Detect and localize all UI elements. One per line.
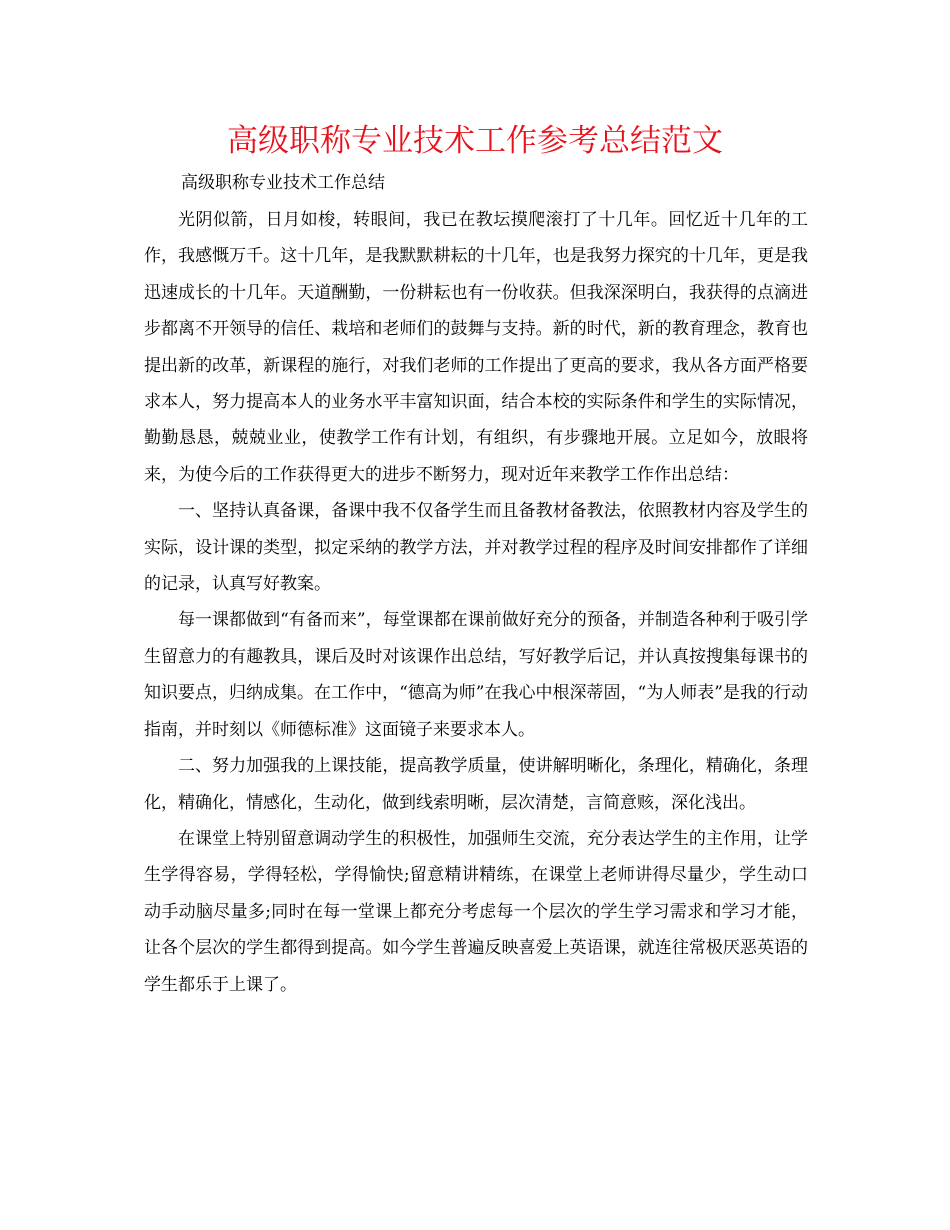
paragraph-lesson-preparation: 每一课都做到“有备而来”，每堂课都在课前做好充分的预备，并制造各种利于吸引学生留意力的有趣教具，课后及时对该课作出总结，写好教学后记，并认真按搜集每课书的知识要点，归纳成集。在工作中，“德高为师”在我心中根深蒂固，“为人师表”是我的行动指南，并时刻以《师德标准》这面镜子来要求本人。: [144, 610, 808, 740]
document-title: 高级职称专业技术工作参考总结范文: [227, 123, 723, 159]
document-body: [144, 202, 808, 1003]
paragraph-classroom: 在课堂上特别留意调动学生的积极性，加强师生交流，充分表达学生的主作用，让学生学得容易，学得轻松，学得愉快;留意精讲精练，在课堂上老师讲得尽量少，学生动口动手动脑尽量多;同时在每一堂课上都充分考虑每一个层次的学生学习需求和学习才能，让各个层次的学生都得到提高。如今学生普遍反映喜爱上英语课，就连往常极厌恶英语的学生都乐于上课了。: [144, 828, 808, 995]
document-subtitle: 高级职称专业技术工作总结: [181, 173, 385, 193]
paragraph-intro: 光阴似箭，日月如梭，转眼间，我已在教坛摸爬滚打了十几年。回忆近十几年的工作，我感慨万千。这十几年，是我默默耕耘的十几年，也是我努力探究的十几年，更是我迅速成长的十几年。天道酬勤，一份耕耘也有一份收获。但我深深明白，我获得的点滴进步都离不开领导的信任、栽培和老师们的鼓舞与支持。新的时代，新的教育理念，教育也提出新的改革，新课程的施行，对我们老师的工作提出了更高的要求，我从各方面严格要求本人，努力提高本人的业务水平丰富知识面，结合本校的实际条件和学生的实际情况，勤勤恳恳，兢兢业业，使教学工作有计划，有组织，有步骤地开展。立足如今，放眼将来，为使今后的工作获得更大的进步不断努力，现对近年来教学工作作出总结：: [144, 210, 808, 485]
paragraph-section-two: 二、努力加强我的上课技能，提高教学质量，使讲解明晰化，条理化，精确化，条理化，精确化，情感化，生动化，做到线索明晰，层次清楚，言简意赅，深化浅出。: [144, 756, 808, 813]
paragraph-section-one: 一、坚持认真备课，备课中我不仅备学生而且备教材备教法，依照教材内容及学生的实际，设计课的类型，拟定采纳的教学方法，并对教学过程的程序及时间安排都作了详细的记录，认真写好教案。: [144, 501, 808, 595]
